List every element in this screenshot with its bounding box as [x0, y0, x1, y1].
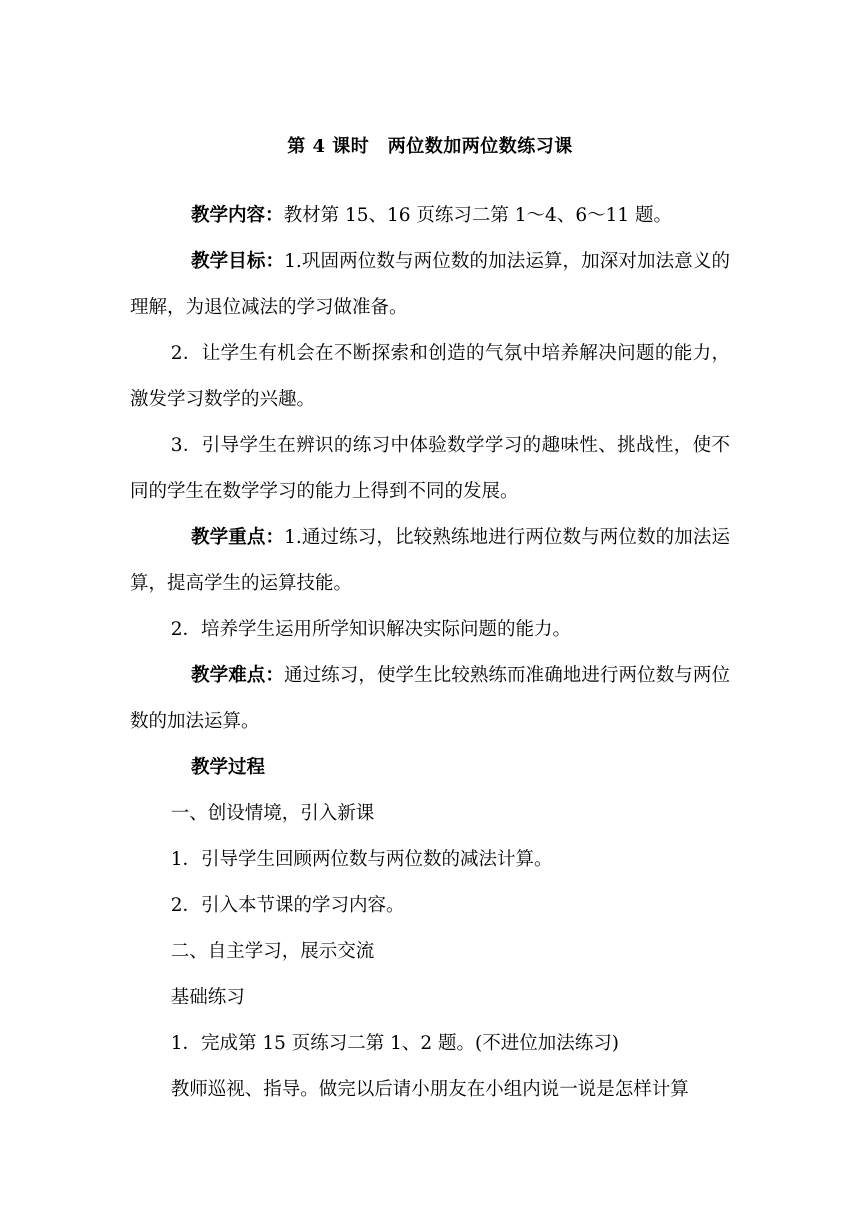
paragraph-section-2 — [130, 929, 730, 975]
paragraph-difficulties — [130, 653, 730, 745]
paragraph-goal-3 — [130, 423, 730, 515]
paragraph-teacher-note — [130, 1067, 730, 1113]
text-goal-3: 3．引导学生在辨识的练习中体验数学学习的趣味性、挑战性，使不同的学生在数学学习的能力上得到不同的发展。 — [130, 435, 730, 502]
text-difficulties: 通过练习，使学生比较熟练而准确地进行两位数与两位数的加法运算。 — [130, 665, 730, 732]
label-content: 教学内容： — [191, 205, 284, 226]
paragraph-key-points — [130, 515, 730, 607]
label-difficulties: 教学难点： — [191, 665, 284, 686]
label-key-points: 教学重点： — [191, 527, 285, 548]
text-key-points: 1.通过练习，比较熟练地进行两位数与两位数的加法运算，提高学生的运算技能。 — [130, 527, 730, 594]
paragraph-step-1 — [130, 837, 730, 883]
label-process: 教学过程 — [191, 757, 266, 778]
text-content: 教材第 15、16 页练习二第 1～4、6～11 题。 — [283, 205, 673, 226]
paragraph-section-1 — [130, 791, 730, 837]
text-teacher-note: 教师巡视、指导。做完以后请小朋友在小组内说一说是怎样计算 — [170, 1079, 689, 1100]
paragraph-basic-practice — [130, 975, 730, 1021]
document-body — [130, 193, 730, 1113]
text-goal-2: 2．让学生有机会在不断探索和创造的气氛中培养解决问题的能力，激发学习数学的兴趣。 — [130, 343, 730, 410]
text-step-2: 2．引入本节课的学习内容。 — [170, 895, 405, 916]
text-section-2: 二、自主学习，展示交流 — [170, 941, 375, 962]
label-goals: 教学目标： — [191, 251, 285, 272]
paragraph-goals — [130, 239, 730, 331]
paragraph-step-2 — [130, 883, 730, 929]
text-step-1: 1．引导学生回顾两位数与两位数的减法计算。 — [170, 849, 553, 870]
paragraph-key-point-2 — [130, 607, 730, 653]
text-goals: 1.巩固两位数与两位数的加法运算，加深对加法意义的理解，为退位减法的学习做准备。 — [130, 251, 730, 318]
paragraph-content — [130, 193, 730, 239]
paragraph-goal-2 — [130, 331, 730, 423]
paragraph-exercise-1 — [130, 1021, 730, 1067]
text-section-1: 一、创设情境，引入新课 — [170, 803, 375, 824]
lesson-title: 第 4 课时 两位数加两位数练习课 — [287, 136, 573, 157]
paragraph-process-heading — [130, 745, 730, 791]
text-key-point-2: 2．培养学生运用所学知识解决实际问题的能力。 — [170, 619, 571, 640]
text-exercise-1: 1．完成第 15 页练习二第 1、2 题。(不进位加法练习) — [170, 1033, 619, 1054]
text-basic-practice: 基础练习 — [170, 987, 245, 1008]
